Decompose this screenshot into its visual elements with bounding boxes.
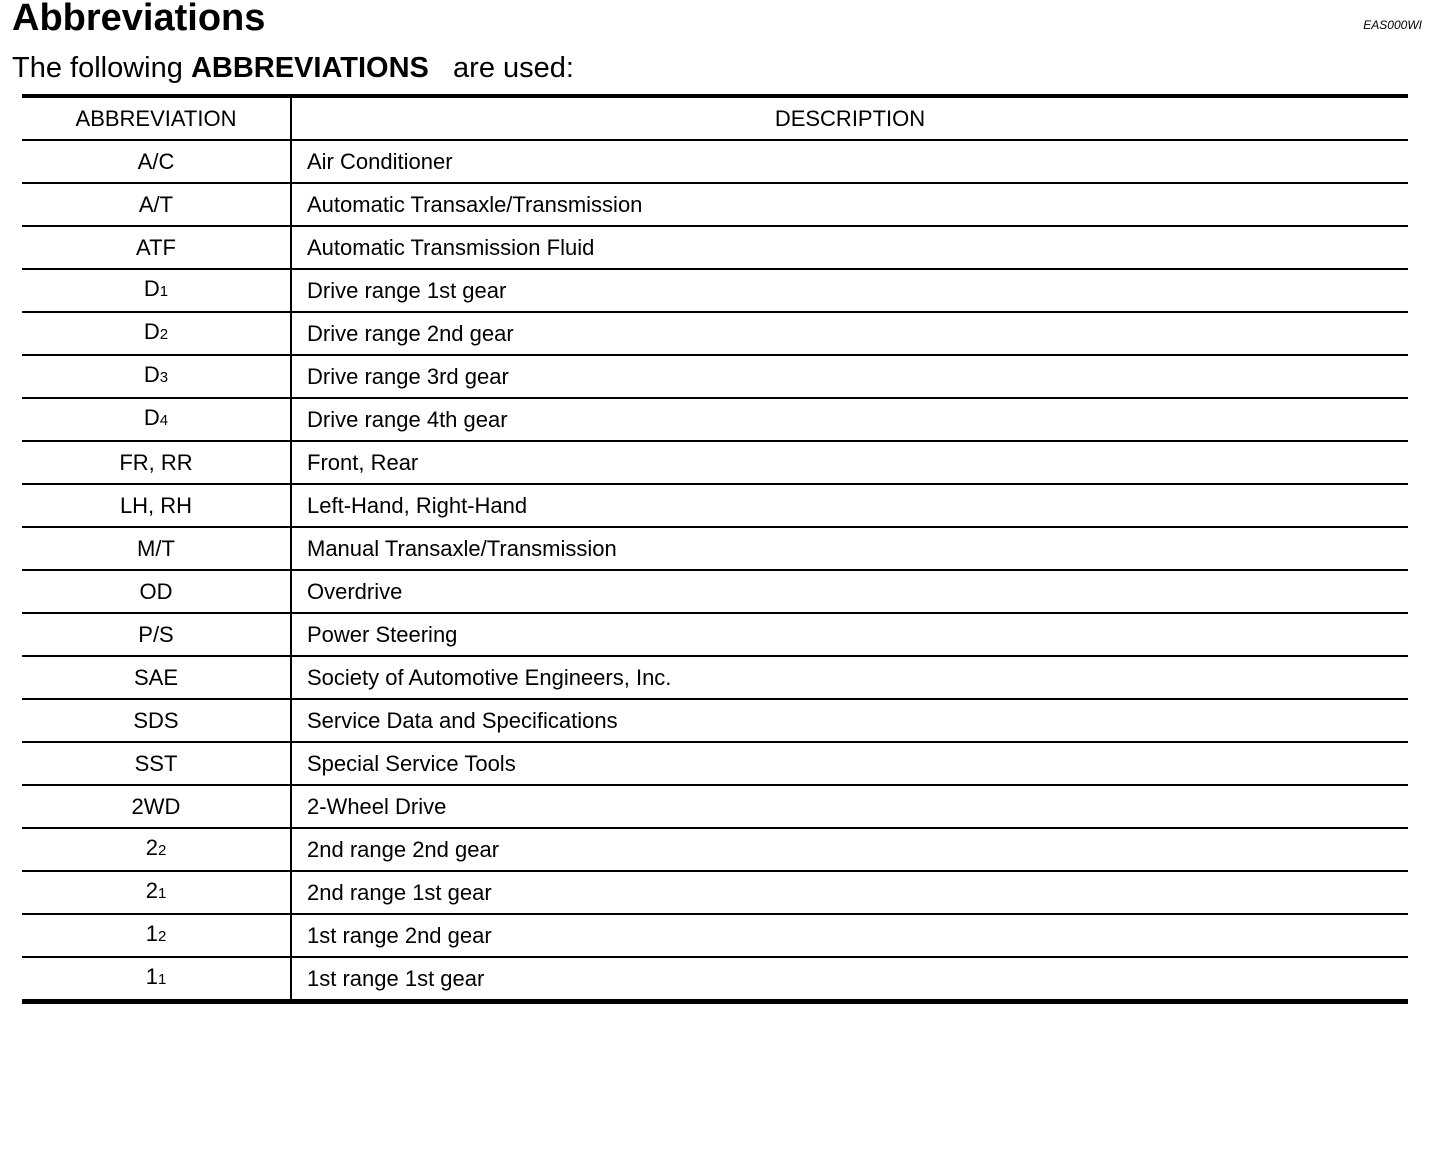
abbreviation-cell — [22, 484, 291, 527]
abbreviation-cell — [22, 699, 291, 742]
abbreviation-text: D — [143, 319, 160, 344]
description-cell: Automatic Transmission Fluid — [291, 226, 1408, 269]
description-cell: Drive range 1st gear — [291, 269, 1408, 312]
abbreviation-text: A/T — [138, 191, 174, 217]
table-row — [22, 484, 1408, 527]
abbreviation-text: D — [143, 362, 160, 387]
description-cell: Drive range 3rd gear — [291, 355, 1408, 398]
intro-prefix: The following — [12, 52, 191, 84]
header-description: DESCRIPTION — [291, 96, 1408, 140]
abbreviation-text: ATF — [136, 234, 176, 260]
intro-bold-word: ABBREVIATIONS — [190, 52, 429, 84]
description-cell: Drive range 2nd gear — [291, 312, 1408, 355]
table-row — [22, 656, 1408, 699]
table-row — [22, 312, 1408, 355]
abbreviation-subscript: 1 — [157, 971, 167, 988]
abbreviation-text: M/T — [137, 535, 175, 561]
table-row — [22, 570, 1408, 613]
abbreviation-cell — [22, 269, 291, 312]
description-cell: 2nd range 2nd gear — [291, 828, 1408, 871]
table-row — [22, 871, 1408, 914]
abbreviation-text: SAE — [133, 664, 179, 690]
abbreviation-cell — [22, 742, 291, 785]
abbreviation-text: FR, RR — [119, 449, 193, 475]
description-cell: Overdrive — [291, 570, 1408, 613]
description-cell: 1st range 2nd gear — [291, 914, 1408, 957]
table-row — [22, 226, 1408, 269]
abbreviation-text: D — [143, 276, 160, 301]
intro-text — [12, 50, 574, 86]
abbreviation-cell — [22, 785, 291, 828]
header-abbreviation: ABBREVIATION — [22, 96, 291, 140]
abbreviation-cell — [22, 570, 291, 613]
abbreviation-cell — [22, 398, 291, 441]
description-cell: 2-Wheel Drive — [291, 785, 1408, 828]
abbreviation-cell — [22, 226, 291, 269]
abbreviation-subscript: 1 — [159, 283, 169, 300]
abbreviation-subscript: 1 — [157, 885, 167, 902]
abbreviation-cell — [22, 828, 291, 871]
description-cell: Special Service Tools — [291, 742, 1408, 785]
abbreviation-text: A/C — [137, 148, 175, 174]
abbreviation-cell — [22, 183, 291, 226]
description-cell: 1st range 1st gear — [307, 965, 485, 991]
abbreviation-text: SDS — [133, 707, 179, 733]
table-row — [22, 785, 1408, 828]
abbreviation-cell — [22, 441, 291, 484]
table-row — [22, 914, 1408, 957]
abbreviation-cell — [22, 871, 291, 914]
abbreviation-text: P/S — [138, 621, 174, 647]
abbreviation-text: D — [143, 405, 160, 430]
table-row — [22, 699, 1408, 742]
table-row — [22, 398, 1408, 441]
description-cell: Power Steering — [291, 613, 1408, 656]
abbreviation-cell — [22, 914, 291, 957]
table-row — [22, 742, 1408, 785]
abbreviation-text: OD — [139, 578, 173, 604]
description-cell: Society of Automotive Engineers, Inc. — [291, 656, 1408, 699]
abbreviation-cell — [22, 140, 291, 183]
abbreviation-text: SST — [134, 750, 178, 776]
page-title: Abbreviations — [12, 0, 266, 39]
description-cell: Service Data and Specifications — [291, 699, 1408, 742]
abbreviation-cell — [22, 527, 291, 570]
abbreviation-text: 2 — [145, 878, 158, 903]
description-cell: Drive range 4th gear — [291, 398, 1408, 441]
table-row — [22, 441, 1408, 484]
abbreviation-text: 1 — [145, 921, 158, 946]
abbreviation-cell — [22, 957, 291, 1002]
abbreviation-subscript: 3 — [159, 369, 169, 386]
intro-suffix: are used: — [428, 52, 574, 84]
abbreviation-subscript: 4 — [159, 412, 169, 429]
abbreviations-table — [22, 94, 1408, 1004]
table-row — [22, 269, 1408, 312]
table-row — [22, 527, 1408, 570]
table-header-row — [22, 96, 1408, 140]
abbreviation-subscript: 2 — [157, 842, 167, 859]
abbreviation-text: LH, RH — [119, 492, 193, 518]
description-cell: Automatic Transaxle/Transmission — [291, 183, 1408, 226]
abbreviation-subscript: 2 — [157, 928, 167, 945]
abbreviation-subscript: 2 — [159, 326, 169, 343]
table-row — [22, 828, 1408, 871]
table-row — [22, 355, 1408, 398]
table-body — [22, 140, 1408, 1002]
table-row — [22, 957, 1408, 1002]
abbreviation-text: 1 — [145, 964, 158, 989]
table-row — [22, 183, 1408, 226]
description-cell: Front, Rear — [291, 441, 1408, 484]
abbreviation-text: 2WD — [131, 793, 181, 819]
description-cell: Manual Transaxle/Transmission — [291, 527, 1408, 570]
table-row — [22, 613, 1408, 656]
description-cell: Air Conditioner — [291, 140, 1408, 183]
table-row — [22, 140, 1408, 183]
abbreviation-cell — [22, 355, 291, 398]
document-code: EAS000WI — [1363, 18, 1422, 32]
description-cell: 2nd range 1st gear — [291, 871, 1408, 914]
abbreviation-text: 2 — [145, 835, 158, 860]
abbreviation-cell — [22, 613, 291, 656]
abbreviation-cell — [22, 656, 291, 699]
abbreviation-cell — [22, 312, 291, 355]
description-cell: Left-Hand, Right-Hand — [291, 484, 1408, 527]
